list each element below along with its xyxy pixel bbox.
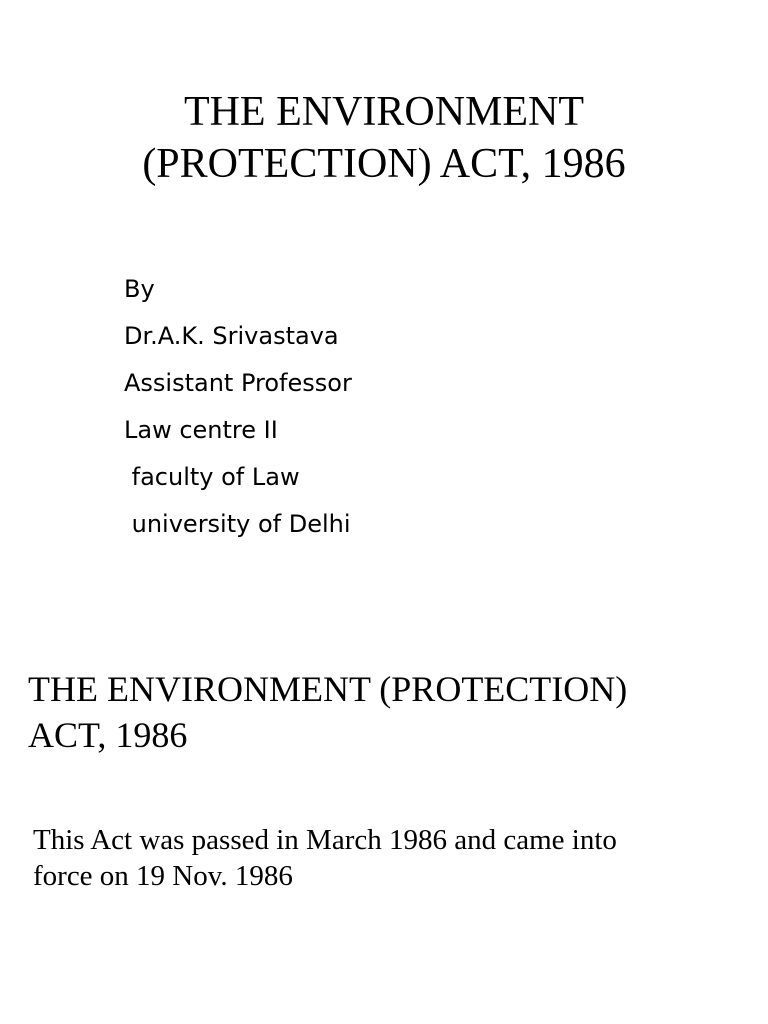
byline-faculty: faculty of Law xyxy=(124,463,300,491)
slide-body-text xyxy=(33,822,748,894)
byline-line: By xyxy=(124,275,155,303)
author-byline xyxy=(124,266,352,548)
title-line: THE ENVIRONMENT (PROTECTION) xyxy=(28,669,628,709)
byline-position: Assistant Professor xyxy=(124,369,352,397)
title-line: (PROTECTION) ACT, 1986 xyxy=(142,141,626,187)
slide-intro xyxy=(0,576,768,1024)
byline-university: university of Delhi xyxy=(124,510,351,538)
slide-title-heading xyxy=(0,86,768,190)
body-line: This Act was passed in March 1986 and came into xyxy=(33,824,617,856)
title-line: ACT, 1986 xyxy=(28,715,188,755)
title-line: THE ENVIRONMENT xyxy=(183,89,585,135)
byline-department: Law centre II xyxy=(124,416,278,444)
body-line: force on 19 Nov. 1986 xyxy=(33,860,293,892)
slide-heading xyxy=(28,666,748,758)
byline-author: Dr.A.K. Srivastava xyxy=(124,322,339,350)
